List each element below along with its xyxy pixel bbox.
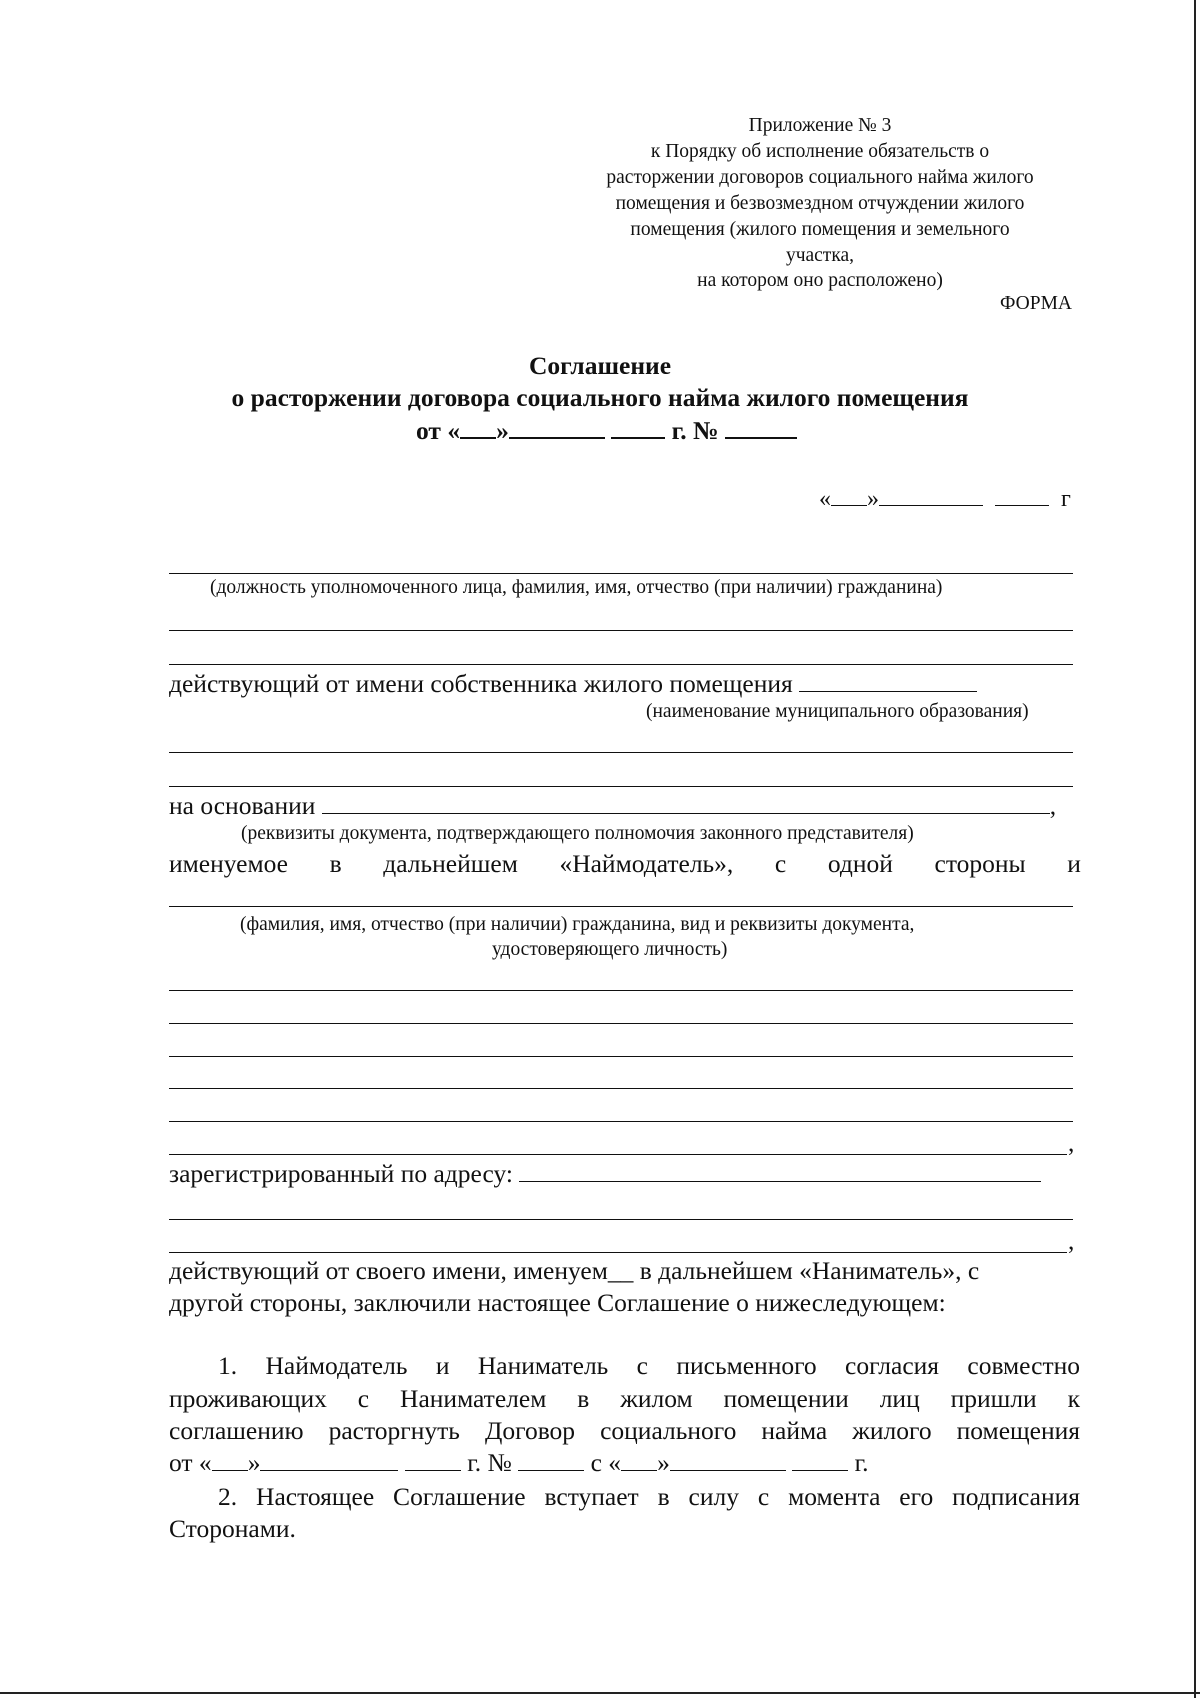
official-caption: (должность уполномоченного лица, фамилия, имя, отчество (при наличии) гражданина) <box>210 577 943 598</box>
document-subtitle: о расторжении договора социального найма жилого помещения <box>231 383 969 412</box>
signing-month-blank[interactable] <box>879 483 983 506</box>
tenant-name-line[interactable] <box>169 906 1073 907</box>
contract-number-blank[interactable] <box>518 1448 584 1471</box>
tenant-caption-1: (фамилия, имя, отчество (при наличии) гражданина, вид и реквизиты документа, <box>240 914 915 935</box>
tenant-extra-line-4[interactable] <box>169 1088 1073 1089</box>
appendix-line-5: помещения (жилого помещения и земельного <box>630 219 1010 240</box>
appendix-line-2: к Порядку об исполнение обязательств о <box>650 141 990 162</box>
scan-border-bottom <box>0 1692 1200 1694</box>
address-comma: , <box>1068 1226 1075 1255</box>
signing-date-open-quote: « <box>819 486 831 512</box>
municipality-extra-line-1[interactable] <box>169 752 1073 753</box>
municipality-extra-line-2[interactable] <box>169 786 1073 787</box>
municipality-blank[interactable] <box>799 669 977 692</box>
clause-1-year-label: г. <box>854 1448 869 1477</box>
named-word: в <box>329 849 342 878</box>
clause-2-line-1: 2. Настоящее Соглашение вступает в силу с момента его подписания <box>218 1482 1080 1511</box>
address-blank[interactable] <box>519 1159 1041 1182</box>
municipality-caption: (наименование муниципального образования) <box>646 701 1029 722</box>
named-word: дальнейшем <box>383 849 518 878</box>
named-word: именуемое <box>169 849 288 878</box>
tenant-extra-line-3[interactable] <box>169 1056 1073 1057</box>
clause-1-from-label: от « <box>169 1448 212 1477</box>
form-label: ФОРМА <box>1000 293 1072 314</box>
acting-self-line-1: действующий от своего имени, именуем__ в дальнейшем «Наниматель», с <box>169 1256 980 1285</box>
clause-1-line-2: проживающих с Нанимателем в жилом помещении лиц пришли к <box>169 1384 1080 1413</box>
acting-self-line-2: другой стороны, заключили настоящее Соглашение о нижеследующем: <box>169 1288 946 1317</box>
basis-blank[interactable] <box>322 791 1050 814</box>
basis-line <box>169 791 1056 821</box>
appendix-line-6: участка, <box>785 245 855 266</box>
termination-year-blank[interactable] <box>792 1448 848 1471</box>
title-date-quote: » <box>496 416 509 445</box>
clause-1-quote: » <box>247 1448 261 1477</box>
signing-date-close-quote: » <box>867 486 879 512</box>
tenant-caption-2: удостоверяющего личность) <box>492 939 728 960</box>
contract-month-blank[interactable] <box>260 1448 398 1471</box>
signing-year-label: г <box>1061 486 1071 512</box>
tenant-extra-line-2[interactable] <box>169 1023 1073 1024</box>
acting-owner-text: действующий от имени собственника жилого помещения <box>169 669 793 698</box>
tenant-extra-line-5[interactable] <box>169 1121 1073 1122</box>
title-month-blank[interactable] <box>509 415 605 439</box>
termination-day-blank[interactable] <box>621 1448 657 1471</box>
tenant-extra-line-1[interactable] <box>169 990 1073 991</box>
signing-day-blank[interactable] <box>831 483 867 506</box>
signing-year-blank[interactable] <box>995 483 1049 506</box>
named-word: стороны <box>934 849 1026 878</box>
clause-1-line-1: 1. Наймодатель и Наниматель с письменного согласия совместно <box>218 1351 1080 1380</box>
title-day-blank[interactable] <box>460 415 496 439</box>
basis-text: на основании <box>169 791 316 820</box>
clause-1-quote-2: » <box>657 1448 670 1477</box>
named-word: с <box>774 849 787 878</box>
title-year-number-label: г. № <box>671 416 719 445</box>
official-name-line[interactable] <box>169 573 1073 574</box>
official-extra-line-1[interactable] <box>169 630 1073 631</box>
address-extra-line-2[interactable] <box>169 1252 1067 1253</box>
appendix-line-1: Приложение № 3 <box>748 115 892 136</box>
title-year-blank[interactable] <box>611 415 665 439</box>
named-word: «Наймодатель», <box>559 849 734 878</box>
clause-1-line-3: соглашению расторгнуть Договор социального найма жилого помещения <box>169 1416 1080 1445</box>
authority-caption: (реквизиты документа, подтверждающего полномочия законного представителя) <box>241 823 914 844</box>
signing-date-line <box>819 483 1071 513</box>
title-date-prefix: от « <box>416 416 461 445</box>
basis-comma: , <box>1049 791 1057 820</box>
named-word: одной <box>827 849 893 878</box>
address-extra-line-1[interactable] <box>169 1219 1073 1220</box>
appendix-line-3: расторжении договоров социального найма жилого <box>606 167 1034 188</box>
clause-1-number-label: г. № <box>467 1448 512 1477</box>
title-date-line <box>416 415 797 446</box>
acting-owner-line <box>169 669 977 699</box>
document-title: Соглашение <box>528 351 672 380</box>
appendix-line-4: помещения и безвозмездном отчуждении жилого <box>615 193 1025 214</box>
registered-text: зарегистрированный по адресу: <box>169 1159 513 1188</box>
official-extra-line-2[interactable] <box>169 664 1073 665</box>
registered-address-line <box>169 1159 1041 1189</box>
clause-1-since-label: с « <box>590 1448 622 1477</box>
tenant-comma: , <box>1068 1128 1075 1157</box>
named-word: и <box>1067 849 1081 878</box>
scan-border-right <box>1194 0 1196 1698</box>
clause-2-line-2: Сторонами. <box>169 1514 296 1543</box>
appendix-line-7: на котором оно расположено) <box>697 270 943 291</box>
clause-1-dates-line <box>169 1448 869 1478</box>
termination-month-blank[interactable] <box>670 1448 786 1471</box>
title-number-blank[interactable] <box>725 415 797 439</box>
named-landlord-line <box>169 849 1081 879</box>
contract-year-blank[interactable] <box>405 1448 461 1471</box>
tenant-extra-line-6[interactable] <box>169 1154 1067 1155</box>
contract-day-blank[interactable] <box>212 1448 248 1471</box>
